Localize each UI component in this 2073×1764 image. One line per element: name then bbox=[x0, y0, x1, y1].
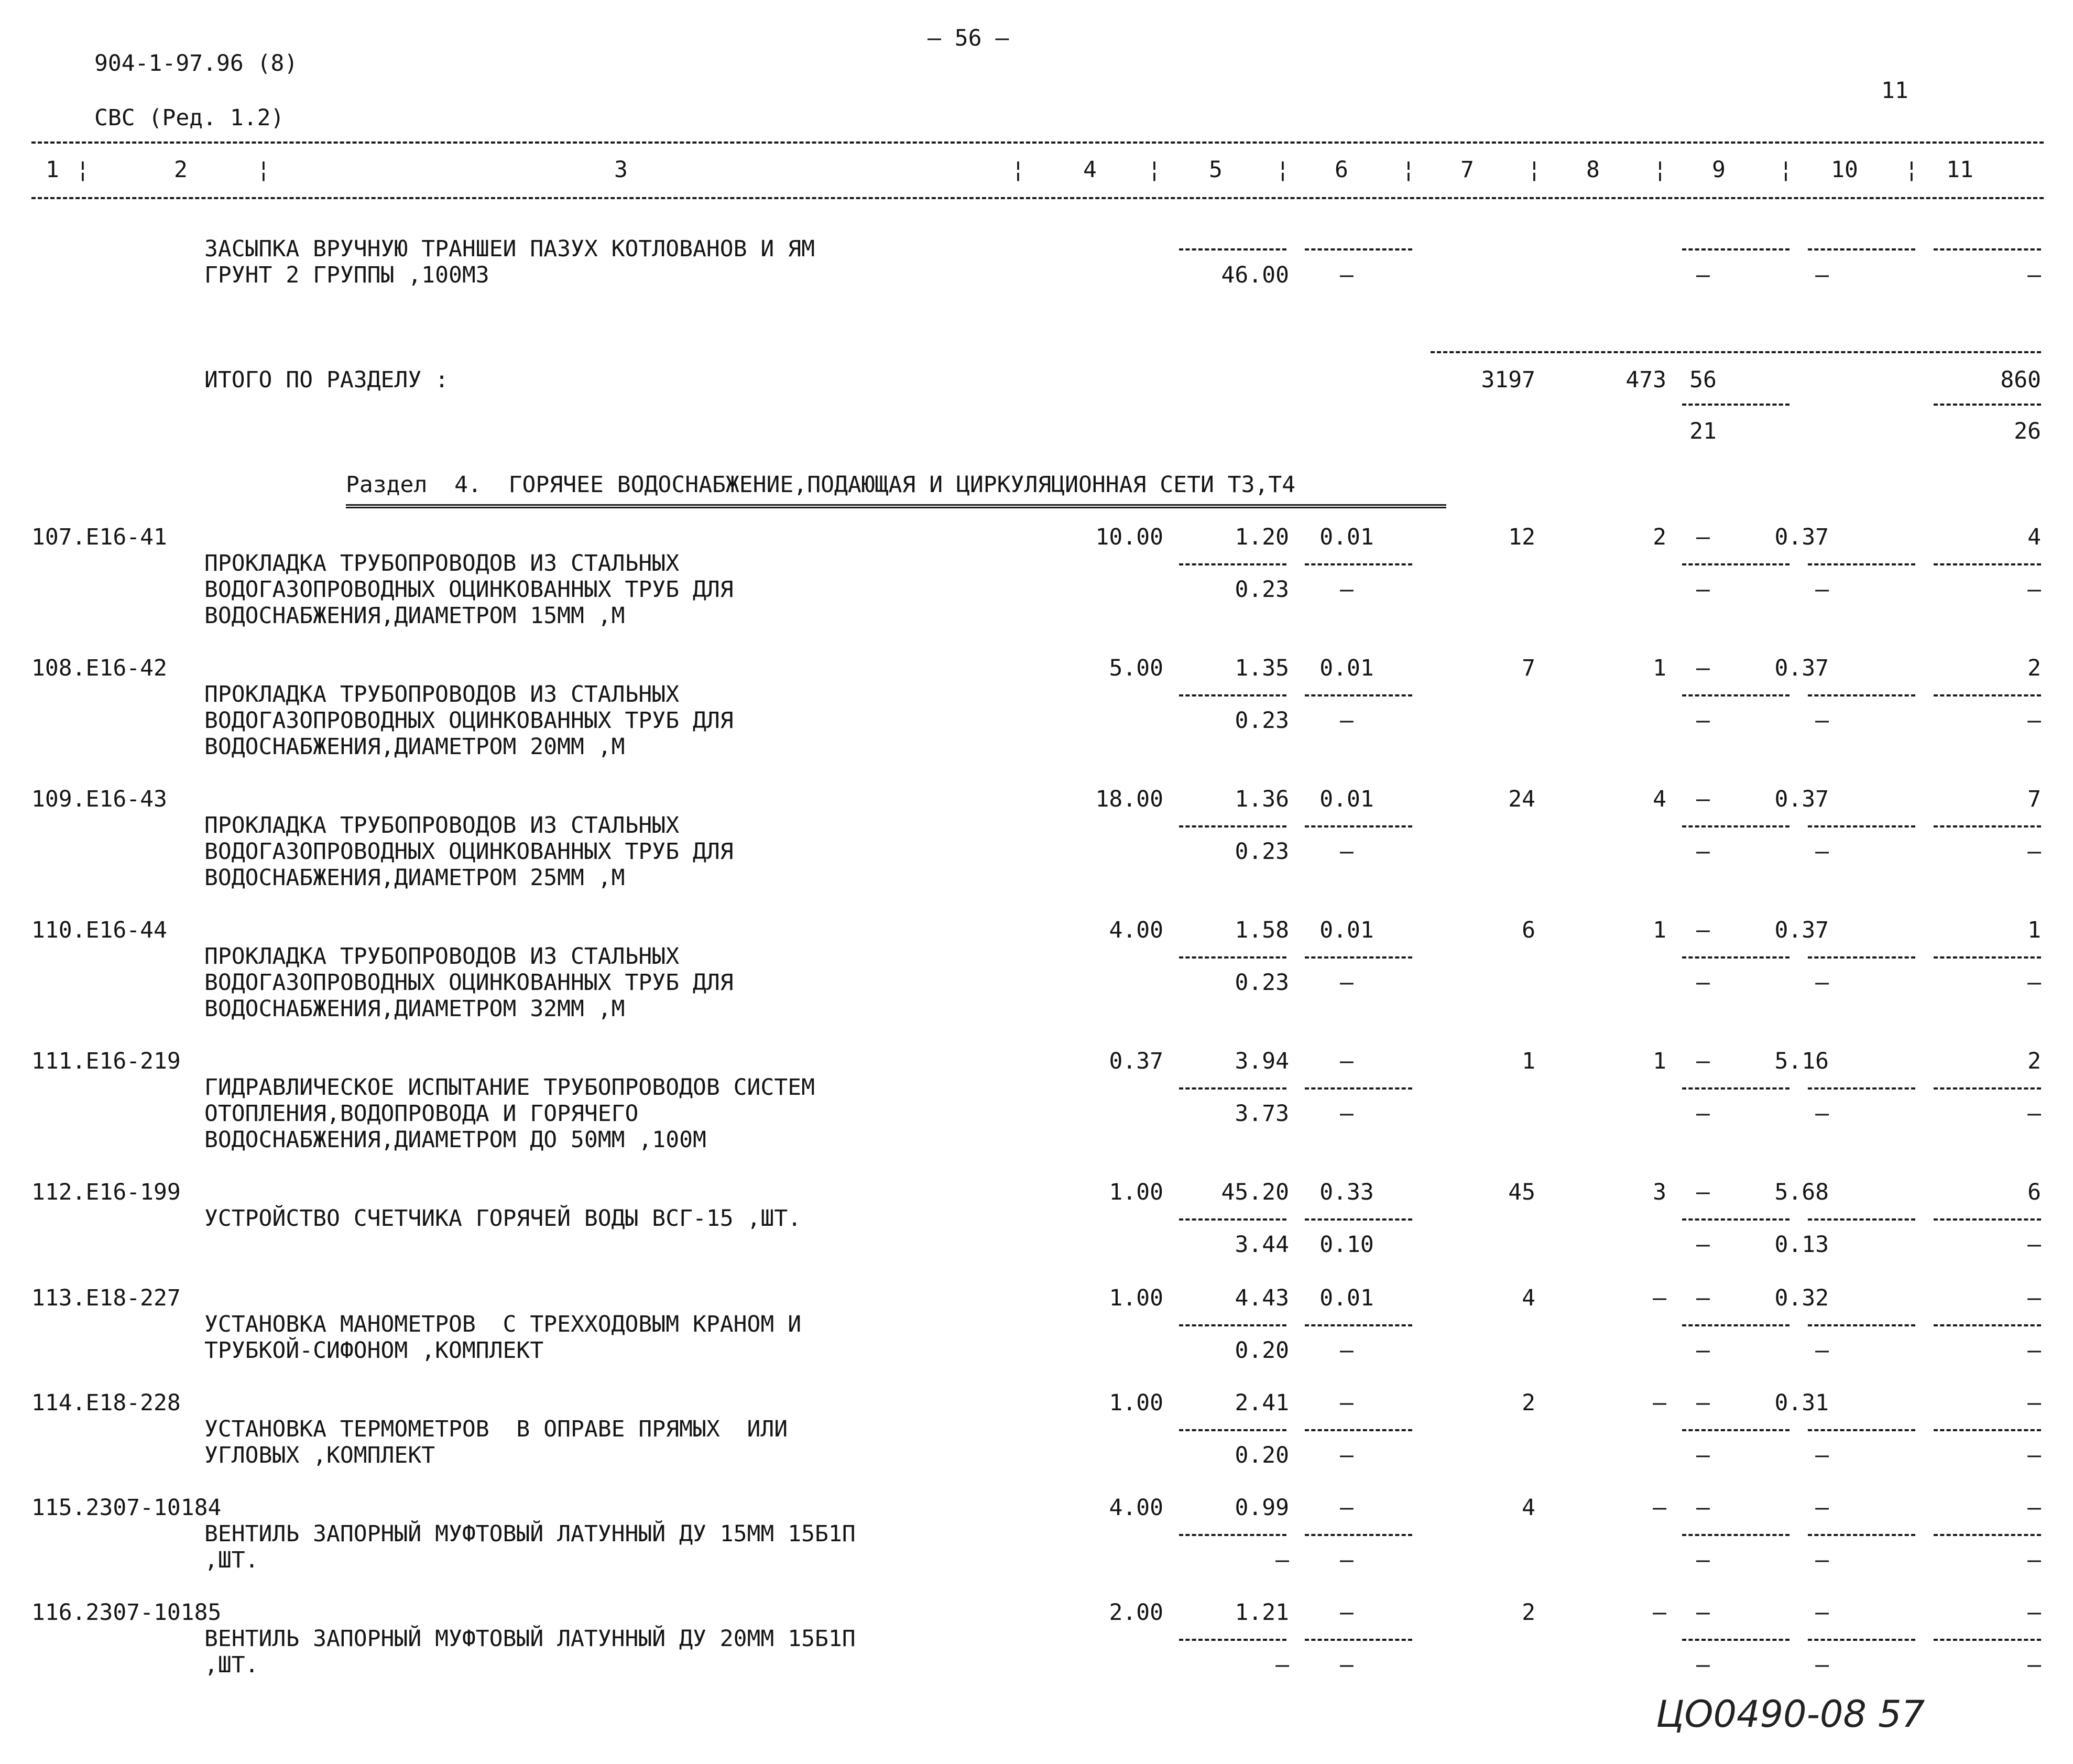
value-c9: – bbox=[1696, 1048, 1710, 1074]
value-c4: 0.37 bbox=[1109, 1048, 1163, 1074]
section-title-underline bbox=[346, 504, 1446, 508]
cell-divider-rule bbox=[1179, 248, 1286, 251]
value-c6: 0.01 bbox=[1319, 1285, 1374, 1311]
column-separator: ¦ bbox=[257, 157, 270, 183]
column-separator: ¦ bbox=[1276, 157, 1290, 183]
cell-divider-rule bbox=[1305, 248, 1412, 251]
value-c11b: – bbox=[2027, 970, 2041, 996]
value-c8: 1 bbox=[1653, 655, 1666, 681]
value-c8: 1 bbox=[1653, 1048, 1666, 1074]
value-c9b: – bbox=[1696, 1652, 1710, 1678]
cell-divider-rule bbox=[1305, 1087, 1412, 1090]
value-c10b: – bbox=[1815, 1337, 1829, 1364]
item-description: ВОДОСНАБЖЕНИЯ,ДИАМЕТРОМ 25ММ ,М bbox=[204, 865, 625, 891]
item-description: ВЕНТИЛЬ ЗАПОРНЫЙ МУФТОВЫЙ ЛАТУННЫЙ ДУ 15ММ 15Б1П bbox=[204, 1521, 856, 1547]
value-c8: – bbox=[1653, 1285, 1666, 1311]
cell-divider-rule bbox=[1682, 825, 1790, 827]
value-c11: – bbox=[2027, 1390, 2041, 1416]
item-description: ГИДРАВЛИЧЕСКОЕ ИСПЫТАНИЕ ТРУБОПРОВОДОВ СИСТЕМ bbox=[204, 1074, 815, 1101]
cell-divider-rule bbox=[1179, 1639, 1286, 1641]
value-c11: 2 bbox=[2027, 1048, 2041, 1074]
value-c11: 4 bbox=[2027, 524, 2041, 550]
value-c5b: 0.20 bbox=[1235, 1337, 1289, 1364]
cell-divider-rule bbox=[1934, 956, 2041, 959]
cell-divider-rule bbox=[1808, 956, 1915, 959]
item-code: 109.Е16-43 bbox=[31, 786, 167, 812]
value-c8: 4 bbox=[1653, 786, 1666, 812]
cell-divider-rule bbox=[1682, 1639, 1790, 1641]
column-separator: ¦ bbox=[76, 157, 90, 183]
value-c6b: – bbox=[1340, 707, 1354, 734]
value-c5b: 3.73 bbox=[1235, 1101, 1289, 1127]
value-c9b: – bbox=[1696, 1101, 1710, 1127]
header-rule-top bbox=[31, 141, 2044, 144]
value-c5b: 0.23 bbox=[1235, 576, 1289, 603]
item-code: 110.Е16-44 bbox=[31, 917, 167, 943]
column-separator: ¦ bbox=[1905, 157, 1918, 183]
item-description: ,ШТ. bbox=[204, 1652, 259, 1678]
value-c4: 18.00 bbox=[1095, 786, 1163, 812]
value-c6b: – bbox=[1340, 576, 1354, 603]
cell-divider-rule bbox=[1179, 825, 1286, 827]
value-c5b: – bbox=[1275, 1547, 1289, 1573]
value-c6: 0.01 bbox=[1319, 524, 1374, 550]
cell-divider-rule bbox=[1179, 1087, 1286, 1090]
cell-divider-rule bbox=[1934, 1218, 2041, 1221]
item-code: 107.Е16-41 bbox=[31, 524, 167, 550]
value-c9b: – bbox=[1696, 1547, 1710, 1573]
value-c11b: – bbox=[2027, 1337, 2041, 1364]
value-c6: – bbox=[1340, 1495, 1354, 1521]
value-c7: 24 bbox=[1508, 786, 1535, 812]
cell-divider-rule bbox=[1682, 1087, 1790, 1090]
value-c5b: 0.23 bbox=[1235, 839, 1289, 865]
value-c5: 2.41 bbox=[1235, 1390, 1289, 1416]
item-description: ВОДОГАЗОПРОВОДНЫХ ОЦИНКОВАННЫХ ТРУБ ДЛЯ bbox=[204, 707, 734, 734]
value-c11b: – bbox=[2027, 262, 2041, 288]
value-c9b: – bbox=[1696, 576, 1710, 603]
value-c9b: – bbox=[1696, 1442, 1710, 1468]
value-c5b: 3.44 bbox=[1235, 1232, 1289, 1258]
value-c5: 45.20 bbox=[1221, 1179, 1289, 1205]
cell-divider-rule bbox=[1179, 1429, 1286, 1431]
value-c9: – bbox=[1696, 524, 1710, 550]
value-c6: 0.01 bbox=[1319, 786, 1374, 812]
cell-divider-rule bbox=[1934, 694, 2041, 696]
value-c10: 0.37 bbox=[1774, 917, 1829, 943]
value-c9b: – bbox=[1696, 839, 1710, 865]
item-code: 112.Е16-199 bbox=[31, 1179, 181, 1205]
cell-divider-rule bbox=[1305, 1218, 1412, 1221]
item-description: ВОДОГАЗОПРОВОДНЫХ ОЦИНКОВАННЫХ ТРУБ ДЛЯ bbox=[204, 970, 734, 996]
value-c6b: – bbox=[1340, 1652, 1354, 1678]
cell-divider-rule bbox=[1808, 1218, 1915, 1221]
column-separator: ¦ bbox=[1653, 157, 1667, 183]
column-header-4: 4 bbox=[1083, 157, 1097, 183]
item-description: ВОДОСНАБЖЕНИЯ,ДИАМЕТРОМ 20ММ ,М bbox=[204, 734, 625, 760]
value-c6b: – bbox=[1340, 1101, 1354, 1127]
value-c6b: – bbox=[1340, 1547, 1354, 1573]
cell-divider-rule bbox=[1934, 404, 2041, 406]
item-code: 116.2307-10185 bbox=[31, 1599, 222, 1626]
value-c5: 1.21 bbox=[1235, 1599, 1289, 1626]
cell-divider-rule bbox=[1934, 1087, 2041, 1090]
value-c5: 1.20 bbox=[1235, 524, 1289, 550]
column-separator: ¦ bbox=[1402, 157, 1415, 183]
item-description: ТРУБКОЙ-СИФОНОМ ,КОМПЛЕКТ bbox=[204, 1337, 544, 1364]
column-separator: ¦ bbox=[1779, 157, 1793, 183]
value-c7: 12 bbox=[1508, 524, 1535, 550]
column-header-1: 1 bbox=[46, 157, 59, 183]
value-c11b: – bbox=[2027, 1547, 2041, 1573]
column-header-11: 11 bbox=[1946, 157, 1973, 183]
program-version: СВС (Ред. 1.2) bbox=[94, 105, 285, 131]
item-code: 113.Е18-227 bbox=[31, 1285, 181, 1311]
value-c9b: – bbox=[1696, 1232, 1710, 1258]
value-c10: 0.31 bbox=[1774, 1390, 1829, 1416]
cell-divider-rule bbox=[1682, 694, 1790, 696]
column-header-7: 7 bbox=[1460, 157, 1474, 183]
cell-divider-rule bbox=[1934, 825, 2041, 827]
cell-divider-rule bbox=[1682, 1534, 1790, 1536]
cell-divider-rule bbox=[1808, 1639, 1915, 1641]
total-col7: 3197 bbox=[1481, 367, 1535, 393]
cell-divider-rule bbox=[1179, 1534, 1286, 1536]
value-c11b: – bbox=[2027, 1232, 2041, 1258]
cell-divider-rule bbox=[1305, 825, 1412, 827]
value-c5b: 46.00 bbox=[1221, 262, 1289, 288]
item-description: ПРОКЛАДКА ТРУБОПРОВОДОВ ИЗ СТАЛЬНЫХ bbox=[204, 681, 680, 707]
value-c7: 45 bbox=[1508, 1179, 1535, 1205]
value-c10b: – bbox=[1815, 262, 1829, 288]
value-c5b: 0.23 bbox=[1235, 707, 1289, 734]
value-c8: 3 bbox=[1653, 1179, 1666, 1205]
value-c5b: 0.20 bbox=[1235, 1442, 1289, 1468]
cell-divider-rule bbox=[1682, 1324, 1790, 1326]
value-c6b: – bbox=[1340, 262, 1354, 288]
value-c9: – bbox=[1696, 786, 1710, 812]
value-c9: – bbox=[1696, 917, 1710, 943]
value-c9: – bbox=[1696, 1285, 1710, 1311]
value-c6: – bbox=[1340, 1599, 1354, 1626]
value-c10b: – bbox=[1815, 839, 1829, 865]
item-description: ВОДОГАЗОПРОВОДНЫХ ОЦИНКОВАННЫХ ТРУБ ДЛЯ bbox=[204, 839, 734, 865]
value-c6: 0.01 bbox=[1319, 917, 1374, 943]
item-description: ОТОПЛЕНИЯ,ВОДОПРОВОДА И ГОРЯЧЕГО bbox=[204, 1101, 639, 1127]
total-col9: 56 bbox=[1689, 367, 1717, 393]
value-c11: 2 bbox=[2027, 655, 2041, 681]
value-c9: – bbox=[1696, 1179, 1710, 1205]
value-c7: 2 bbox=[1522, 1390, 1535, 1416]
cell-divider-rule bbox=[1682, 956, 1790, 959]
value-c6: – bbox=[1340, 1390, 1354, 1416]
cell-divider-rule bbox=[1934, 1429, 2041, 1431]
cell-divider-rule bbox=[1682, 248, 1790, 251]
value-c10: 0.37 bbox=[1774, 655, 1829, 681]
value-c7: 2 bbox=[1522, 1599, 1535, 1626]
value-c4: 2.00 bbox=[1109, 1599, 1163, 1626]
cell-divider-rule bbox=[1305, 1534, 1412, 1536]
cell-divider-rule bbox=[1682, 1218, 1790, 1221]
value-c10: – bbox=[1815, 1599, 1829, 1626]
total-col11: 860 bbox=[2000, 367, 2041, 393]
value-c10: 0.37 bbox=[1774, 524, 1829, 550]
cell-divider-rule bbox=[1179, 1324, 1286, 1326]
value-c9: – bbox=[1696, 1495, 1710, 1521]
item-code: 111.Е16-219 bbox=[31, 1048, 181, 1074]
value-c6: 0.01 bbox=[1319, 655, 1374, 681]
cell-divider-rule bbox=[1808, 248, 1915, 251]
value-c10b: 0.13 bbox=[1774, 1232, 1829, 1258]
item-description: УСТАНОВКА ТЕРМОМЕТРОВ В ОПРАВЕ ПРЯМЫХ ИЛИ bbox=[204, 1416, 788, 1442]
value-c5: 1.36 bbox=[1235, 786, 1289, 812]
value-c10: 0.32 bbox=[1774, 1285, 1829, 1311]
cell-divider-rule bbox=[1934, 1534, 2041, 1536]
cell-divider-rule bbox=[1808, 1534, 1915, 1536]
page-number: – 56 – bbox=[928, 25, 1009, 51]
value-c5: 0.99 bbox=[1235, 1495, 1289, 1521]
value-c4: 10.00 bbox=[1095, 524, 1163, 550]
total-col9-sub: 21 bbox=[1689, 418, 1717, 444]
item-description: ВОДОСНАБЖЕНИЯ,ДИАМЕТРОМ ДО 50ММ ,100М bbox=[204, 1127, 706, 1153]
handwritten-stamp bbox=[1656, 1685, 1949, 1743]
column-header-8: 8 bbox=[1586, 157, 1600, 183]
cell-divider-rule bbox=[1934, 563, 2041, 565]
value-c11: – bbox=[2027, 1599, 2041, 1626]
cell-divider-rule bbox=[1305, 563, 1412, 565]
item-description: ,ШТ. bbox=[204, 1547, 259, 1573]
value-c11: 6 bbox=[2027, 1179, 2041, 1205]
cell-divider-rule bbox=[1305, 1429, 1412, 1431]
item-description: УСТРОЙСТВО СЧЕТЧИКА ГОРЯЧЕЙ ВОДЫ ВСГ-15 ,ШТ. bbox=[204, 1205, 802, 1232]
value-c10b: – bbox=[1815, 1652, 1829, 1678]
value-c11: 1 bbox=[2027, 917, 2041, 943]
value-c6: – bbox=[1340, 1048, 1354, 1074]
cell-divider-rule bbox=[1934, 248, 2041, 251]
value-c7: 7 bbox=[1522, 655, 1535, 681]
item-description: ЗАСЫПКА ВРУЧНУЮ ТРАНШЕИ ПАЗУХ КОТЛОВАНОВ И ЯМ bbox=[204, 236, 815, 262]
cell-divider-rule bbox=[1305, 1639, 1412, 1641]
value-c6b: – bbox=[1340, 1337, 1354, 1364]
value-c6b: 0.10 bbox=[1319, 1232, 1374, 1258]
value-c5: 3.94 bbox=[1235, 1048, 1289, 1074]
value-c4: 1.00 bbox=[1109, 1179, 1163, 1205]
cell-divider-rule bbox=[1808, 1087, 1915, 1090]
svg-text:ЦО0490-08 57: ЦО0490-08 57 bbox=[1656, 1693, 1925, 1736]
item-description: ВОДОГАЗОПРОВОДНЫХ ОЦИНКОВАННЫХ ТРУБ ДЛЯ bbox=[204, 576, 734, 603]
value-c8: 1 bbox=[1653, 917, 1666, 943]
value-c10: – bbox=[1815, 1495, 1829, 1521]
value-c4: 1.00 bbox=[1109, 1390, 1163, 1416]
value-c4: 1.00 bbox=[1109, 1285, 1163, 1311]
value-c10b: – bbox=[1815, 1101, 1829, 1127]
item-description: ВОДОСНАБЖЕНИЯ,ДИАМЕТРОМ 15ММ ,М bbox=[204, 603, 625, 629]
cell-divider-rule bbox=[1179, 956, 1286, 959]
total-rule bbox=[1431, 351, 2041, 353]
cell-divider-rule bbox=[1682, 563, 1790, 565]
cell-divider-rule bbox=[1808, 1429, 1915, 1431]
value-c7: 4 bbox=[1522, 1285, 1535, 1311]
total-col11-sub: 26 bbox=[2014, 418, 2041, 444]
value-c9: – bbox=[1696, 1599, 1710, 1626]
value-c10b: – bbox=[1815, 707, 1829, 734]
value-c8: – bbox=[1653, 1495, 1666, 1521]
item-description: ПРОКЛАДКА ТРУБОПРОВОДОВ ИЗ СТАЛЬНЫХ bbox=[204, 812, 680, 839]
value-c6: 0.33 bbox=[1319, 1179, 1374, 1205]
value-c9b: – bbox=[1696, 707, 1710, 734]
value-c8: – bbox=[1653, 1390, 1666, 1416]
value-c5: 1.58 bbox=[1235, 917, 1289, 943]
value-c9b: – bbox=[1696, 1337, 1710, 1364]
column-separator: ¦ bbox=[1528, 157, 1541, 183]
value-c11b: – bbox=[2027, 1101, 2041, 1127]
value-c10b: – bbox=[1815, 970, 1829, 996]
sheet-number: 11 bbox=[1881, 78, 1908, 104]
section-total-label: ИТОГО ПО РАЗДЕЛУ : bbox=[204, 367, 449, 393]
item-code: 108.Е16-42 bbox=[31, 655, 167, 681]
item-code: 114.Е18-228 bbox=[31, 1390, 181, 1416]
value-c4: 4.00 bbox=[1109, 1495, 1163, 1521]
value-c10b: – bbox=[1815, 1547, 1829, 1573]
value-c5: 1.35 bbox=[1235, 655, 1289, 681]
item-description: ВЕНТИЛЬ ЗАПОРНЫЙ МУФТОВЫЙ ЛАТУННЫЙ ДУ 20ММ 15Б1П bbox=[204, 1626, 856, 1652]
column-separator: ¦ bbox=[1011, 157, 1025, 183]
cell-divider-rule bbox=[1808, 563, 1915, 565]
document-code: 904-1-97.96 (8) bbox=[94, 50, 298, 77]
value-c11: – bbox=[2027, 1285, 2041, 1311]
cell-divider-rule bbox=[1808, 1324, 1915, 1326]
column-header-3: 3 bbox=[614, 157, 628, 183]
item-description: УГЛОВЫХ ,КОМПЛЕКТ bbox=[204, 1442, 435, 1468]
cell-divider-rule bbox=[1808, 694, 1915, 696]
item-description: ГРУНТ 2 ГРУППЫ ,100М3 bbox=[204, 262, 489, 288]
column-header-9: 9 bbox=[1712, 157, 1726, 183]
value-c7: 1 bbox=[1522, 1048, 1535, 1074]
value-c5b: 0.23 bbox=[1235, 970, 1289, 996]
value-c4: 4.00 bbox=[1109, 917, 1163, 943]
value-c11b: – bbox=[2027, 576, 2041, 603]
column-header-5: 5 bbox=[1209, 157, 1223, 183]
value-c5: 4.43 bbox=[1235, 1285, 1289, 1311]
value-c10: 0.37 bbox=[1774, 786, 1829, 812]
value-c11b: – bbox=[2027, 839, 2041, 865]
cell-divider-rule bbox=[1179, 563, 1286, 565]
value-c11b: – bbox=[2027, 707, 2041, 734]
value-c11: – bbox=[2027, 1495, 2041, 1521]
item-description: ВОДОСНАБЖЕНИЯ,ДИАМЕТРОМ 32ММ ,М bbox=[204, 996, 625, 1022]
value-c7: 6 bbox=[1522, 917, 1535, 943]
section-title: Раздел 4. ГОРЯЧЕЕ ВОДОСНАБЖЕНИЕ,ПОДАЮЩАЯ И ЦИРКУЛЯЦИОННАЯ СЕТИ Т3,Т4 bbox=[346, 472, 1296, 498]
value-c11b: – bbox=[2027, 1442, 2041, 1468]
cell-divider-rule bbox=[1682, 1429, 1790, 1431]
cell-divider-rule bbox=[1179, 1218, 1286, 1221]
header-rule-bottom bbox=[31, 197, 2044, 199]
column-header-2: 2 bbox=[174, 157, 188, 183]
value-c6b: – bbox=[1340, 970, 1354, 996]
item-description: ПРОКЛАДКА ТРУБОПРОВОДОВ ИЗ СТАЛЬНЫХ bbox=[204, 943, 680, 970]
cell-divider-rule bbox=[1305, 1324, 1412, 1326]
cell-divider-rule bbox=[1808, 825, 1915, 827]
item-description: УСТАНОВКА МАНОМЕТРОВ С ТРЕХХОДОВЫМ КРАНОМ И bbox=[204, 1311, 802, 1337]
column-header-10: 10 bbox=[1831, 157, 1858, 183]
cell-divider-rule bbox=[1934, 1639, 2041, 1641]
value-c9b: – bbox=[1696, 970, 1710, 996]
column-header-6: 6 bbox=[1335, 157, 1348, 183]
value-c7: 4 bbox=[1522, 1495, 1535, 1521]
value-c5b: – bbox=[1275, 1652, 1289, 1678]
cell-divider-rule bbox=[1934, 1324, 2041, 1326]
value-c4: 5.00 bbox=[1109, 655, 1163, 681]
value-c6b: – bbox=[1340, 1442, 1354, 1468]
value-c9: – bbox=[1696, 655, 1710, 681]
value-c8: – bbox=[1653, 1599, 1666, 1626]
item-code: 115.2307-10184 bbox=[31, 1495, 222, 1521]
cell-divider-rule bbox=[1682, 404, 1790, 406]
value-c10: 5.68 bbox=[1774, 1179, 1829, 1205]
column-separator: ¦ bbox=[1148, 157, 1161, 183]
value-c10: 5.16 bbox=[1774, 1048, 1829, 1074]
value-c11: 7 bbox=[2027, 786, 2041, 812]
value-c9: – bbox=[1696, 1390, 1710, 1416]
value-c9b: – bbox=[1696, 262, 1710, 288]
value-c11b: – bbox=[2027, 1652, 2041, 1678]
value-c6b: – bbox=[1340, 839, 1354, 865]
item-description: ПРОКЛАДКА ТРУБОПРОВОДОВ ИЗ СТАЛЬНЫХ bbox=[204, 550, 680, 576]
cell-divider-rule bbox=[1305, 694, 1412, 696]
value-c10b: – bbox=[1815, 576, 1829, 603]
value-c8: 2 bbox=[1653, 524, 1666, 550]
value-c10b: – bbox=[1815, 1442, 1829, 1468]
total-col8: 473 bbox=[1625, 367, 1666, 393]
cell-divider-rule bbox=[1179, 694, 1286, 696]
cell-divider-rule bbox=[1305, 956, 1412, 959]
